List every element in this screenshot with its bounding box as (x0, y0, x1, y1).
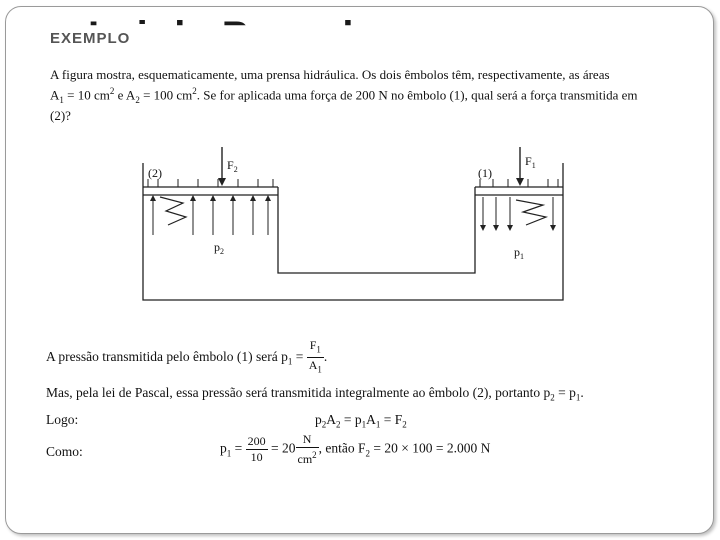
hydraulic-press-diagram (138, 145, 578, 305)
section-label: EXEMPLO (50, 30, 131, 47)
force2-label: $F_2$ (227, 158, 238, 174)
como-equation: $p_1$ = $\frac{200}{10}$ = 20 $\frac{N}{cm^2}$ , então $F_2 = 20 \times 100 = 2.000$ N (220, 432, 491, 466)
container-outline (143, 163, 563, 300)
pressure1-label: $p_1$ (514, 245, 524, 261)
force2-arrowhead (218, 178, 226, 186)
como-label: Como: (46, 444, 83, 459)
piston1-label: (1) (478, 166, 492, 180)
piston2-label: (2) (148, 166, 162, 180)
logo-label: Logo: (46, 412, 79, 427)
question-line1: A figura mostra, esquematicamente, uma prensa hidráulica. Os dois êmbolos têm, respectivamente, as áreas (50, 67, 610, 82)
fraction-f1-over-a1: $\frac{F_1}{A_1}$ (308, 338, 322, 375)
question-text: A figura mostra, esquematicamente, uma prensa hidráulica. Os dois êmbolos têm, respectivamente, as áreas $A_1 = 10$ $cm^2$ e $A_2 = 100$ $cm^2$. Se for aplicada uma força de 200 N no êmbolo (1), qual será a força transmitida em (2)? (50, 67, 638, 123)
pascal-statement: Mas, pela lei de Pascal, essa pressão será transmitida integralmente ao êmbolo (2), portanto $p_2 = p_1$. (46, 385, 584, 403)
fraction-n-over-cm2: $\frac{N}{cm^2}$ (297, 432, 317, 466)
pressure2-label: $p_2$ (214, 240, 224, 256)
force1-arrowhead (516, 178, 524, 186)
pressure-statement: A pressão transmitida pelo êmbolo (1) será $p_1$ = $\frac{F_1}{A_1}$ . (46, 338, 327, 378)
question-line2: . Se for aplicada uma força de 200 N no êmbolo (1), qual será a força transmitida em (196, 87, 638, 103)
fraction-200-over-10: $\frac{200}{10}$ (247, 434, 266, 464)
logo-equation: $p_2A_2 = p_1A_1 = F_2$ (315, 412, 407, 430)
left-chamber-inner (278, 187, 475, 273)
question-line3: (2)? (50, 107, 71, 123)
force1-label: $F_1$ (525, 154, 536, 170)
